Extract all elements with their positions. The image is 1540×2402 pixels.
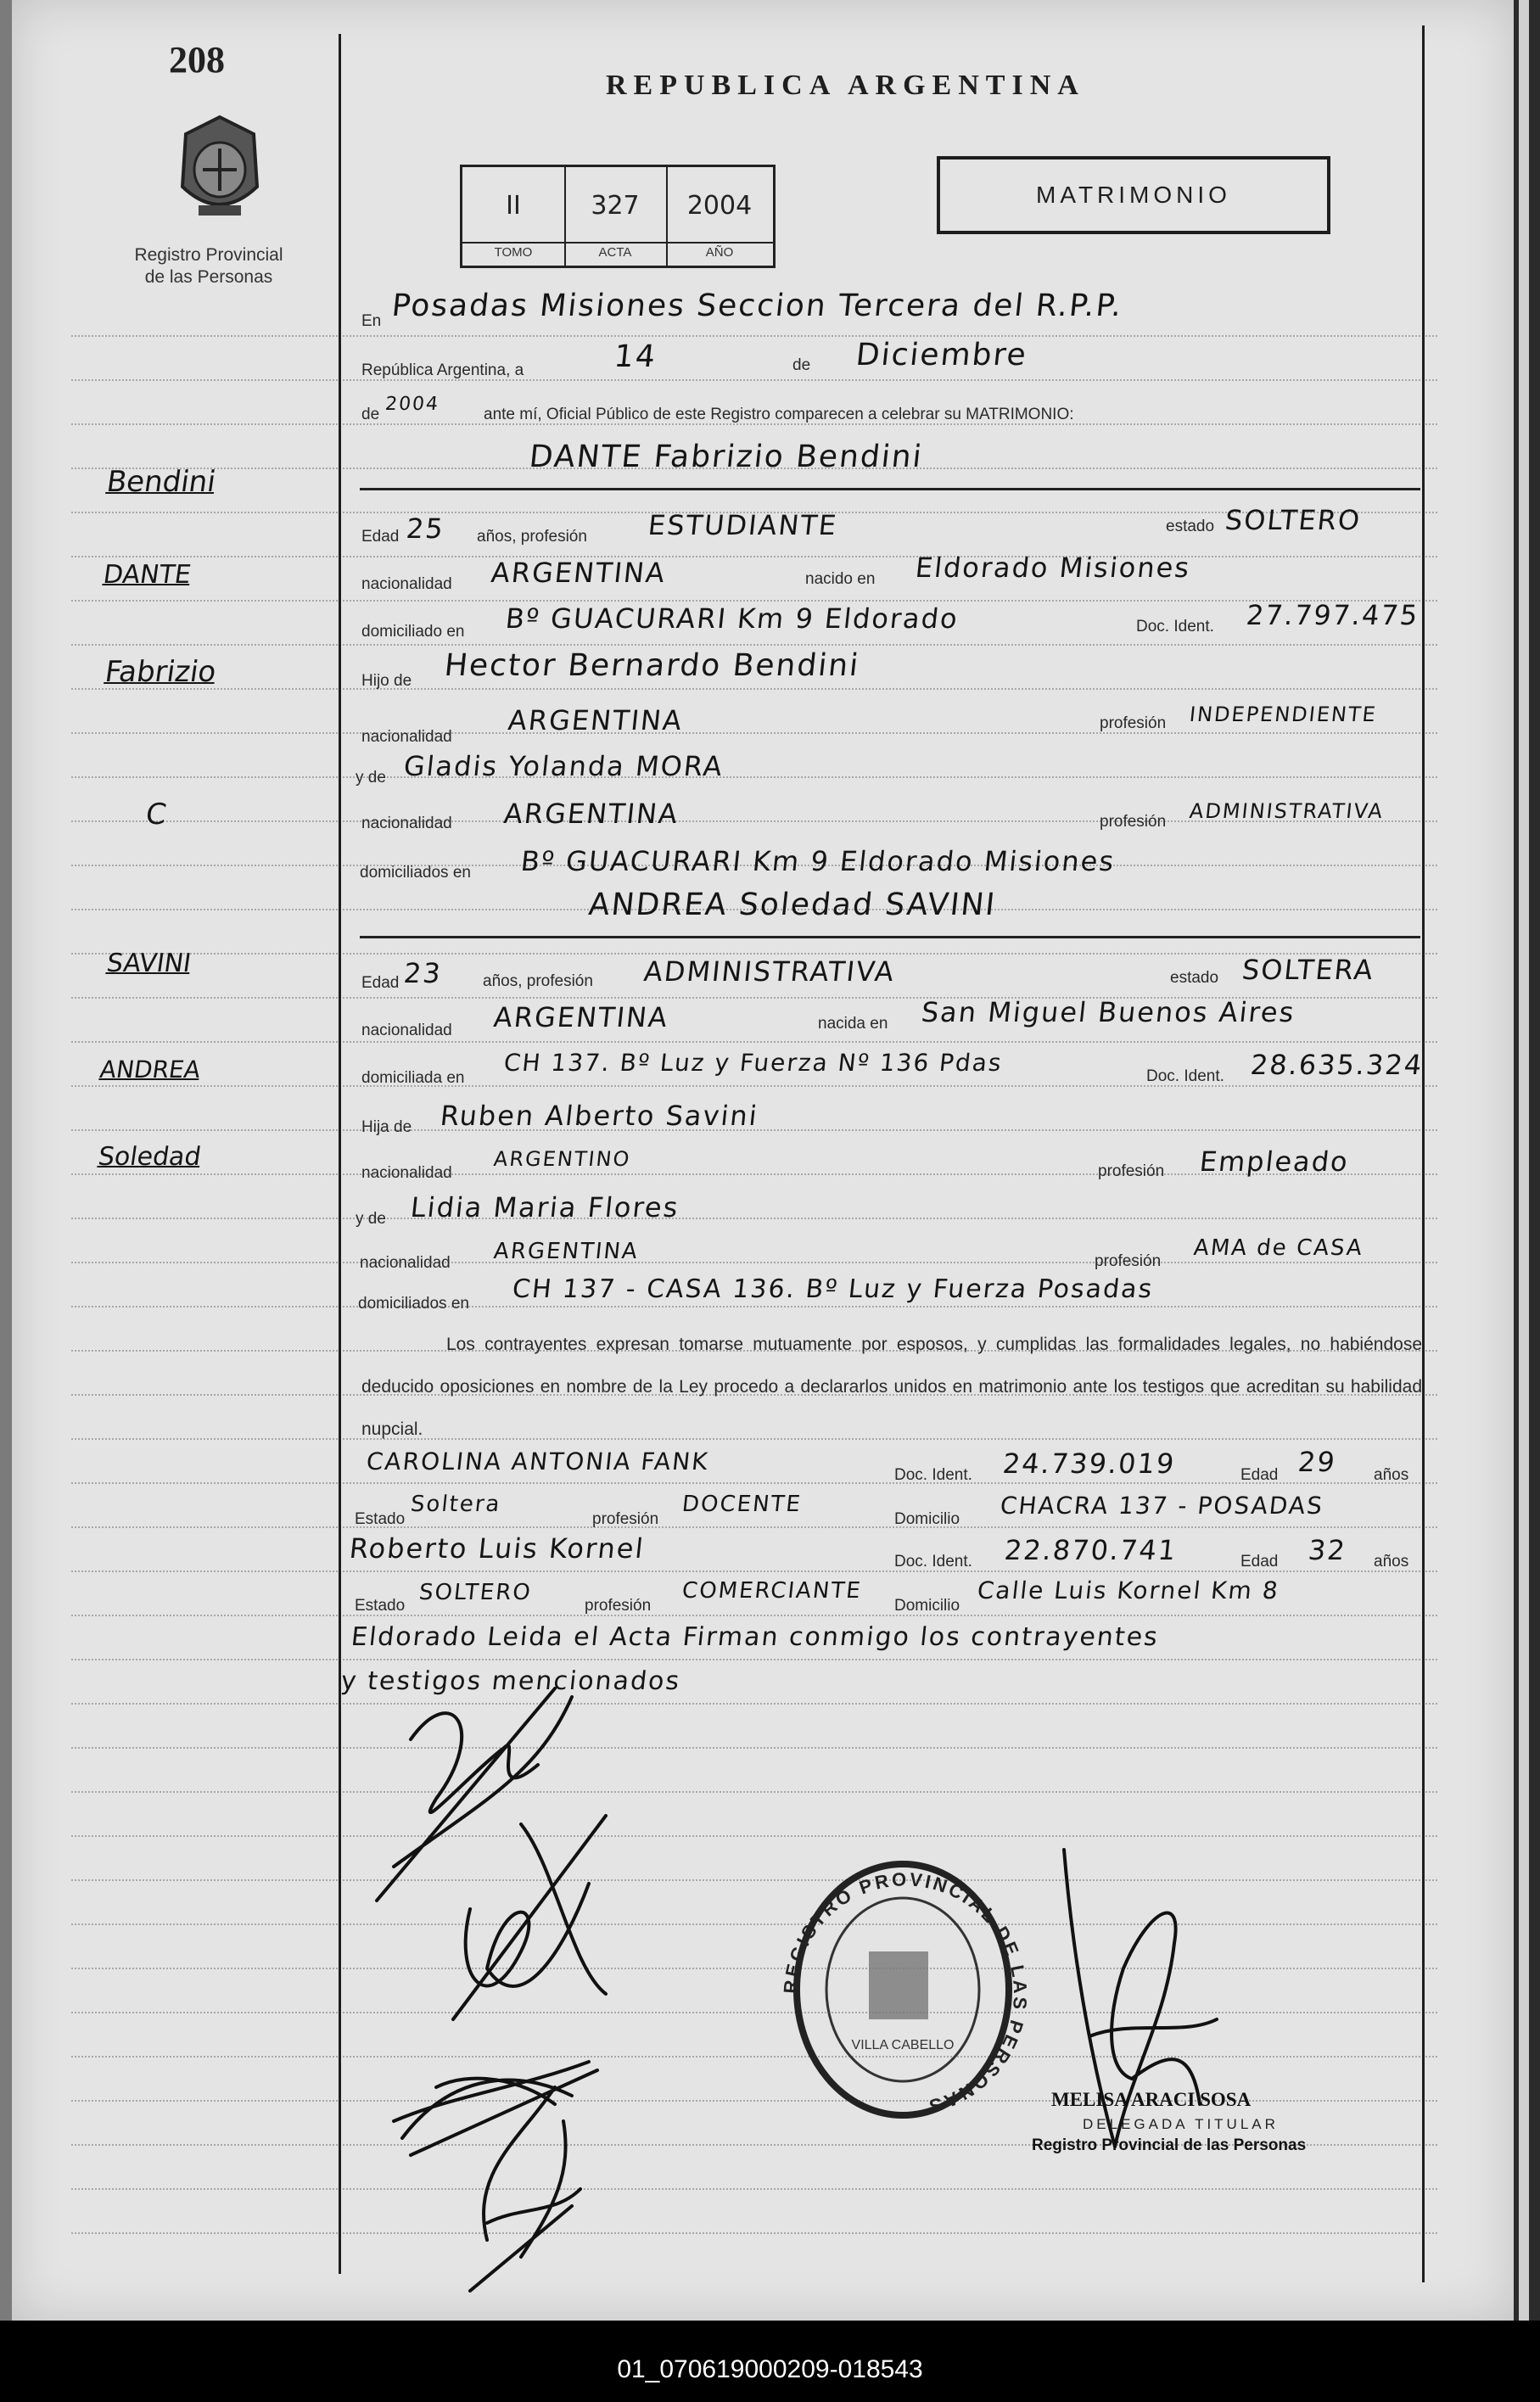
acta-label: ACTA [564, 242, 666, 260]
page-title: REPUBLICA ARGENTINA [606, 70, 1085, 101]
witness2-anos-label: años [1374, 1553, 1409, 1571]
margin-firstname-groom: DANTE [101, 560, 193, 590]
groom-estado-label: estado [1166, 518, 1215, 535]
margin-middlename-groom: Fabrizio [103, 655, 219, 689]
closing-line-1: Eldorado Leida el Acta Firman conmigo los contrayentes [350, 1622, 1161, 1652]
bride-dom-label: domiciliada en [361, 1069, 465, 1087]
acta-value: 327 [591, 191, 640, 221]
tomo-value: II [506, 191, 521, 221]
groom-full-name: DANTE Fabrizio Bendini [527, 440, 925, 474]
bride-full-name: ANDREA Soledad SAVINI [586, 887, 999, 922]
witness2-doc: 22.870.741 [1003, 1534, 1179, 1566]
groom-nac-label: nacionalidad [361, 575, 452, 593]
groom-birthplace: Eldorado Misiones [914, 552, 1193, 584]
groom-father-nat-label: nacionalidad [361, 728, 452, 746]
officer-name: MELISA ARACI SOSA [1051, 2089, 1252, 2110]
witness1-prof-label: profesión [592, 1510, 659, 1528]
bride-father-prof-label: profesión [1098, 1162, 1165, 1180]
groom-address: Bº GUACURARI Km 9 Eldorado [504, 602, 960, 635]
groom-doc-label: Doc. Ident. [1136, 618, 1214, 635]
groom-dom-label: domiciliado en [361, 623, 465, 641]
groom-mother: Gladis Yolanda MORA [402, 750, 725, 782]
groom-age: 25 [405, 512, 446, 545]
bride-address: CH 137. Bº Luz y Fuerza Nº 136 Pdas [502, 1049, 1005, 1077]
bride-age: 23 [402, 957, 444, 989]
groom-father-nat: ARGENTINA [507, 704, 685, 736]
witness1-address: CHACRA 137 - POSADAS [999, 1492, 1325, 1520]
witness1-edad-label: Edad [1240, 1466, 1279, 1484]
page-number: 208 [169, 39, 225, 81]
groom-profession: ESTUDIANTE [647, 509, 840, 541]
anio-label: AÑO [666, 242, 773, 260]
bride-estado-label: estado [1170, 969, 1219, 987]
bride-father: Ruben Alberto Savini [439, 1100, 760, 1132]
declaration-text: Los contrayentes expresan tomarse mutuamente por esposos, y cumplidas las formalidades legales, no habiéndose deducido oposiciones en nombre de la Ley procedo a declararlos unidos en matrimonio ante los testigos que acreditan su habilidad nupcial. [361, 1335, 1422, 1439]
en-label: En [361, 312, 382, 330]
year-value: 2004 [384, 394, 441, 415]
witness1-age: 29 [1296, 1446, 1338, 1478]
bride-mother-prof-label: profesión [1095, 1252, 1162, 1270]
bride-nationality: ARGENTINA [492, 1001, 670, 1033]
bride-estado: SOLTERA [1240, 954, 1376, 986]
groom-father: Hector Bernardo Bendini [442, 648, 862, 683]
witness2-age: 32 [1307, 1534, 1348, 1566]
bride-nac-label: nacionalidad [361, 1022, 452, 1039]
bride-parents-address: CH 137 - CASA 136. Bº Luz y Fuerza Posadas [511, 1274, 1156, 1304]
closing-line-2: y testigos mencionados [339, 1666, 682, 1696]
witness1-doc-label: Doc. Ident. [894, 1466, 972, 1484]
month-value: Diciembre [854, 338, 1029, 372]
republica-label: República Argentina, a [361, 361, 524, 379]
intro-text: ante mí, Oficial Público de este Registro comparecen a celebrar su MATRIMONIO: [484, 406, 1074, 423]
groom-mother-nat-label: nacionalidad [361, 815, 452, 832]
groom-yde-label: y de [356, 769, 386, 787]
year-prefix-label: de [361, 406, 380, 423]
bride-doc-label: Doc. Ident. [1146, 1067, 1224, 1085]
book-edge-page [1519, 0, 1529, 2342]
witness2-edad-label: Edad [1240, 1553, 1279, 1571]
bride-father-prof: Empleado [1198, 1145, 1351, 1178]
groom-father-prof: INDEPENDIENTE [1188, 703, 1379, 726]
witness2-name: Roberto Luis Kornel [348, 1532, 647, 1565]
margin-middlename-bride: Soledad [96, 1142, 204, 1172]
place-value: Posadas Misiones Seccion Tercera del R.P.P. [389, 288, 1125, 323]
official-stamp [12, 0, 1514, 2321]
de-label: de [792, 356, 811, 374]
bride-prof-label: años, profesión [483, 972, 593, 990]
witness1-doc: 24.739.019 [1001, 1447, 1178, 1480]
groom-nationality: ARGENTINA [490, 557, 668, 589]
groom-prof-label: años, profesión [477, 528, 587, 546]
officer-org: Registro Provincial de las Personas [1032, 2136, 1307, 2154]
margin-surname-bride: SAVINI [104, 949, 193, 978]
document-page [12, 0, 1514, 2321]
margin-surname-groom: Bendini [104, 465, 218, 499]
stamp-locality: VILLA CABELLO [851, 2038, 955, 2052]
stamp-text: REGISTRO PROVINCIAL DE LAS PERSONAS [779, 1868, 1032, 2118]
bride-mother: Lidia Maria Flores [409, 1191, 681, 1223]
day-value: 14 [612, 339, 658, 374]
witness2-estado-label: Estado [355, 1597, 406, 1615]
bride-birthplace: San Miguel Buenos Aires [920, 996, 1297, 1028]
bride-edad-label: Edad [361, 974, 400, 992]
witness1-profession: DOCENTE [680, 1492, 804, 1517]
bride-doms-label: domiciliados en [358, 1295, 469, 1313]
witness1-anos-label: años [1374, 1466, 1409, 1484]
registry-line-1: Registro Provincial [134, 245, 283, 265]
bride-father-nat: ARGENTINO [492, 1147, 632, 1171]
groom-mother-nat: ARGENTINA [502, 798, 680, 830]
groom-edad-label: Edad [361, 528, 400, 546]
groom-mother-prof: ADMINISTRATIVA [1188, 799, 1386, 823]
witness2-doc-label: Doc. Ident. [894, 1553, 972, 1571]
bride-doc: 28.635.324 [1249, 1049, 1425, 1081]
anio-value: 2004 [686, 191, 753, 221]
officer-title: DELEGADA TITULAR [1083, 2116, 1279, 2132]
groom-doms-label: domiciliados en [360, 864, 471, 882]
groom-father-prof-label: profesión [1100, 714, 1167, 732]
groom-hijo-label: Hijo de [361, 672, 412, 690]
bride-mother-prof: AMA de CASA [1192, 1235, 1365, 1261]
bride-mother-nat: ARGENTINA [492, 1239, 641, 1264]
witness2-prof-label: profesión [585, 1597, 652, 1615]
witness2-estado: SOLTERO [417, 1580, 534, 1605]
groom-nacido-label: nacido en [805, 570, 876, 588]
bride-nacida-label: nacida en [818, 1015, 888, 1033]
bride-father-nat-label: nacionalidad [361, 1164, 452, 1182]
bride-profession: ADMINISTRATIVA [642, 955, 897, 988]
bride-mother-nat-label: nacionalidad [360, 1254, 451, 1272]
witness1-estado: Soltera [409, 1492, 503, 1517]
tomo-label: TOMO [462, 242, 564, 260]
witness1-dom-label: Domicilio [894, 1510, 960, 1528]
margin-firstname-bride: ANDREA [98, 1055, 203, 1083]
footer-image-id: 01_070619000209-018543 [617, 2355, 923, 2383]
groom-doc: 27.797.475 [1245, 599, 1421, 631]
witness2-address: Calle Luis Kornel Km 8 [976, 1576, 1281, 1604]
groom-estado: SOLTERO [1224, 504, 1364, 536]
witness2-dom-label: Domicilio [894, 1597, 960, 1615]
groom-mother-prof-label: profesión [1100, 813, 1167, 831]
groom-parents-address: Bº GUACURARI Km 9 Eldorado Misiones [519, 845, 1117, 877]
bride-hija-label: Hija de [361, 1118, 412, 1136]
witness2-profession: COMERCIANTE [680, 1578, 864, 1604]
record-type-box: MATRIMONIO [937, 156, 1330, 234]
witness1-name: CAROLINA ANTONIA FANK [365, 1447, 711, 1475]
witness1-estado-label: Estado [355, 1510, 406, 1528]
margin-marker-c: C [143, 798, 169, 831]
registry-line-2: de las Personas [144, 267, 273, 287]
bride-yde-label: y de [356, 1210, 386, 1228]
